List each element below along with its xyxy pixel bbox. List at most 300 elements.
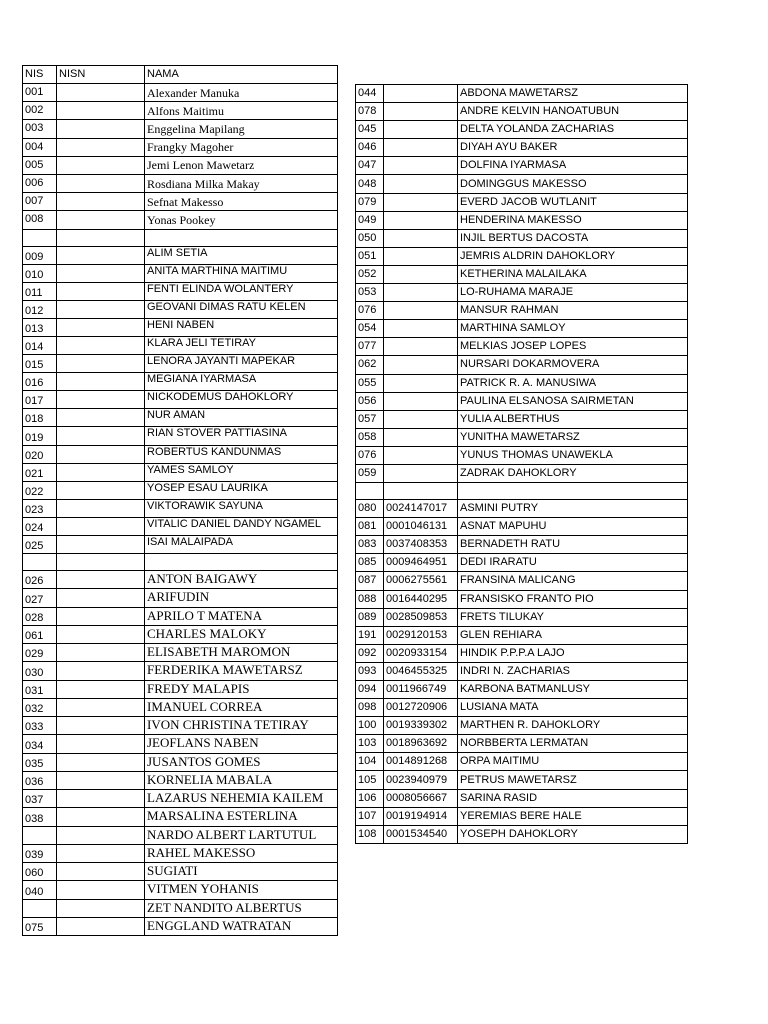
nama-cell: DIYAH AYU BAKER xyxy=(458,139,688,157)
nis-cell: 022 xyxy=(23,481,57,499)
nama-cell: PETRUS MAWETARSZ xyxy=(458,771,688,789)
table-row xyxy=(356,302,688,320)
nama-cell: NORBBERTA LERMATAN xyxy=(458,735,688,753)
nisn-cell: 0008056667 xyxy=(384,789,458,807)
nis-cell: 002 xyxy=(23,102,57,120)
nama-cell xyxy=(458,483,688,500)
table-row xyxy=(356,157,688,175)
nama-cell: YUNUS THOMAS UNAWEKLA xyxy=(458,446,688,464)
nis-cell: 010 xyxy=(23,264,57,282)
nama-cell: PAULINA ELSANOSA SAIRMETAN xyxy=(458,392,688,410)
table-row xyxy=(23,881,338,899)
nis-cell: 015 xyxy=(23,355,57,373)
nis-cell: 038 xyxy=(23,808,57,826)
table-row xyxy=(356,789,688,807)
nisn-cell xyxy=(57,517,145,535)
table-row xyxy=(23,102,338,120)
nisn-cell xyxy=(57,391,145,409)
nisn-cell xyxy=(57,735,145,753)
nis-cell: 089 xyxy=(356,608,384,626)
table-row xyxy=(23,211,338,229)
nis-cell: 013 xyxy=(23,318,57,336)
nis-cell: 046 xyxy=(356,139,384,157)
nama-cell: GEOVANI DIMAS RATU KELEN xyxy=(145,300,338,318)
nis-cell: 019 xyxy=(23,427,57,445)
table-header-row xyxy=(23,66,338,84)
table-row xyxy=(23,336,338,354)
nis-cell: 106 xyxy=(356,789,384,807)
nisn-cell xyxy=(384,374,458,392)
nisn-cell xyxy=(384,265,458,283)
nama-cell: LAZARUS NEHEMIA KAILEM xyxy=(145,790,338,808)
nisn-cell: 0023940979 xyxy=(384,771,458,789)
nisn-cell xyxy=(57,373,145,391)
nisn-cell xyxy=(384,211,458,229)
nisn-cell xyxy=(57,625,145,643)
nama-cell: RIAN STOVER PATTIASINA xyxy=(145,427,338,445)
table-row xyxy=(356,572,688,590)
nama-cell: IMANUEL CORREA xyxy=(145,698,338,716)
column-header: NAMA xyxy=(145,66,338,84)
table-row xyxy=(23,300,338,318)
table-row xyxy=(356,85,688,103)
nisn-cell: 0014891268 xyxy=(384,753,458,771)
nisn-cell xyxy=(384,356,458,374)
nisn-cell xyxy=(384,428,458,446)
nama-cell: MELKIAS JOSEP LOPES xyxy=(458,338,688,356)
student-table-right xyxy=(355,84,688,844)
table-row xyxy=(23,463,338,481)
nama-cell: LO-RUHAMA MARAJE xyxy=(458,284,688,302)
nisn-cell xyxy=(384,284,458,302)
nis-cell: 023 xyxy=(23,499,57,517)
nisn-cell xyxy=(384,229,458,247)
nisn-cell xyxy=(57,102,145,120)
table-row xyxy=(23,427,338,445)
nisn-cell xyxy=(57,336,145,354)
nama-cell: APRILO T MATENA xyxy=(145,607,338,625)
nama-cell: VITMEN YOHANIS xyxy=(145,881,338,899)
table-row xyxy=(23,373,338,391)
table-row xyxy=(23,644,338,662)
nama-cell: INDRI N. ZACHARIAS xyxy=(458,662,688,680)
nama-cell: Frangky Magoher xyxy=(145,138,338,156)
nama-cell: VITALIC DANIEL DANDY NGAMEL xyxy=(145,517,338,535)
nis-cell: 044 xyxy=(356,85,384,103)
nisn-cell xyxy=(57,717,145,735)
nama-cell: FREDY MALAPIS xyxy=(145,680,338,698)
nis-cell: 026 xyxy=(23,571,57,589)
nis-cell: 080 xyxy=(356,500,384,518)
table-row xyxy=(23,138,338,156)
nisn-cell: 0019339302 xyxy=(384,717,458,735)
nama-cell: Sefnat Makesso xyxy=(145,193,338,211)
table-row xyxy=(356,446,688,464)
nama-cell: MARTHEN R. DAHOKLORY xyxy=(458,717,688,735)
nama-cell: Alexander Manuka xyxy=(145,84,338,102)
nisn-cell xyxy=(57,481,145,499)
student-table-left xyxy=(22,65,338,936)
nis-cell: 036 xyxy=(23,771,57,789)
table-row xyxy=(23,717,338,735)
nis-cell: 007 xyxy=(23,193,57,211)
nama-cell: DEDI IRARATU xyxy=(458,554,688,572)
nama-cell: NUR AMAN xyxy=(145,409,338,427)
table-row xyxy=(23,863,338,881)
table-row xyxy=(356,771,688,789)
table-row xyxy=(23,391,338,409)
table-row xyxy=(356,193,688,211)
table-row xyxy=(356,139,688,157)
nis-cell: 048 xyxy=(356,175,384,193)
nis-cell: 076 xyxy=(356,302,384,320)
nis-cell: 058 xyxy=(356,428,384,446)
nisn-cell xyxy=(57,899,145,917)
nis-cell: 047 xyxy=(356,157,384,175)
nis-cell: 104 xyxy=(356,753,384,771)
nis-cell: 050 xyxy=(356,229,384,247)
nis-cell: 085 xyxy=(356,554,384,572)
table-row xyxy=(23,229,338,246)
nis-cell xyxy=(23,554,57,571)
nisn-cell xyxy=(57,84,145,102)
nisn-cell xyxy=(57,211,145,229)
nis-cell: 055 xyxy=(356,374,384,392)
table-row xyxy=(23,355,338,373)
table-row xyxy=(356,626,688,644)
nis-cell: 032 xyxy=(23,698,57,716)
nama-cell: ASMINI PUTRY xyxy=(458,500,688,518)
table-row xyxy=(23,84,338,102)
nisn-cell xyxy=(57,300,145,318)
table-row xyxy=(23,790,338,808)
table-row xyxy=(23,318,338,336)
nis-cell: 012 xyxy=(23,300,57,318)
nis-cell: 083 xyxy=(356,536,384,554)
nisn-cell: 0011966749 xyxy=(384,681,458,699)
nama-cell: ARIFUDIN xyxy=(145,589,338,607)
nisn-cell xyxy=(57,499,145,517)
nisn-cell xyxy=(384,103,458,121)
nama-cell: YEREMIAS BERE HALE xyxy=(458,807,688,825)
table-row xyxy=(356,175,688,193)
table-row xyxy=(23,917,338,935)
nama-cell: ORPA MAITIMU xyxy=(458,753,688,771)
nisn-cell xyxy=(57,174,145,192)
nis-cell: 087 xyxy=(356,572,384,590)
table-row xyxy=(23,753,338,771)
nis-cell: 039 xyxy=(23,844,57,862)
nama-cell: ISAI MALAIPADA xyxy=(145,536,338,554)
nisn-cell xyxy=(384,139,458,157)
nisn-cell xyxy=(384,175,458,193)
nama-cell: MARTHINA SAMLOY xyxy=(458,320,688,338)
table-row xyxy=(356,483,688,500)
nama-cell: CHARLES MALOKY xyxy=(145,625,338,643)
table-row xyxy=(356,717,688,735)
table-row xyxy=(23,409,338,427)
nisn-cell xyxy=(57,427,145,445)
nis-cell: 098 xyxy=(356,699,384,717)
nis-cell: 034 xyxy=(23,735,57,753)
table-row xyxy=(356,554,688,572)
nama-cell: KORNELIA MABALA xyxy=(145,771,338,789)
nama-cell: BERNADETH RATU xyxy=(458,536,688,554)
nama-cell: ASNAT MAPUHU xyxy=(458,518,688,536)
nis-cell: 016 xyxy=(23,373,57,391)
table-row xyxy=(356,428,688,446)
nis-cell: 031 xyxy=(23,680,57,698)
nama-cell: YOSEPH DAHOKLORY xyxy=(458,825,688,843)
nisn-cell: 0009464951 xyxy=(384,554,458,572)
table-row xyxy=(23,156,338,174)
nisn-cell: 0024147017 xyxy=(384,500,458,518)
table-row xyxy=(356,681,688,699)
table-row xyxy=(356,356,688,374)
nama-cell: FENTI ELINDA WOLANTERY xyxy=(145,282,338,300)
nis-cell: 014 xyxy=(23,336,57,354)
nisn-cell xyxy=(57,264,145,282)
table-row xyxy=(356,825,688,843)
nis-cell: 077 xyxy=(356,338,384,356)
table-row xyxy=(356,518,688,536)
nama-cell: NURSARI DOKARMOVERA xyxy=(458,356,688,374)
table-row xyxy=(23,264,338,282)
table-row xyxy=(356,103,688,121)
nama-cell: HENI NABEN xyxy=(145,318,338,336)
nisn-cell xyxy=(384,247,458,265)
nis-cell: 006 xyxy=(23,174,57,192)
nama-cell: IVON CHRISTINA TETIRAY xyxy=(145,717,338,735)
nisn-cell xyxy=(57,193,145,211)
nis-cell: 057 xyxy=(356,410,384,428)
nisn-cell xyxy=(57,554,145,571)
nis-cell: 051 xyxy=(356,247,384,265)
nisn-cell xyxy=(57,463,145,481)
table-row xyxy=(356,807,688,825)
nis-cell: 075 xyxy=(23,917,57,935)
nis-cell: 008 xyxy=(23,211,57,229)
nisn-cell: 0016440295 xyxy=(384,590,458,608)
nisn-cell xyxy=(57,138,145,156)
nis-cell: 103 xyxy=(356,735,384,753)
nama-cell: NICKODEMUS DAHOKLORY xyxy=(145,391,338,409)
nama-cell: LUSIANA MATA xyxy=(458,699,688,717)
nis-cell: 105 xyxy=(356,771,384,789)
table-row xyxy=(356,121,688,139)
nis-cell: 107 xyxy=(356,807,384,825)
nis-cell: 021 xyxy=(23,463,57,481)
table-row xyxy=(23,554,338,571)
nis-cell: 027 xyxy=(23,589,57,607)
nisn-cell xyxy=(57,680,145,698)
nisn-cell xyxy=(57,644,145,662)
nama-cell: MANSUR RAHMAN xyxy=(458,302,688,320)
table-row xyxy=(23,662,338,680)
nisn-cell: 0029120153 xyxy=(384,626,458,644)
table-row xyxy=(23,571,338,589)
nisn-cell xyxy=(57,790,145,808)
table-row xyxy=(356,265,688,283)
nis-cell: 060 xyxy=(23,863,57,881)
nama-cell: DOMINGGUS MAKESSO xyxy=(458,175,688,193)
nama-cell: SARINA RASID xyxy=(458,789,688,807)
nama-cell: KETHERINA MALAILAKA xyxy=(458,265,688,283)
nama-cell: JEOFLANS NABEN xyxy=(145,735,338,753)
table-row xyxy=(356,320,688,338)
nisn-cell: 0037408353 xyxy=(384,536,458,554)
nama-cell: FERDERIKA MAWETARSZ xyxy=(145,662,338,680)
nisn-cell xyxy=(57,246,145,264)
table-row xyxy=(23,499,338,517)
nama-cell: PATRICK R. A. MANUSIWA xyxy=(458,374,688,392)
table-row xyxy=(23,680,338,698)
nis-cell: 061 xyxy=(23,625,57,643)
table-row xyxy=(356,753,688,771)
nis-cell: 049 xyxy=(356,211,384,229)
table-row xyxy=(356,590,688,608)
table-row xyxy=(356,374,688,392)
nisn-cell xyxy=(384,338,458,356)
nis-cell xyxy=(23,229,57,246)
table-row xyxy=(23,445,338,463)
table-row xyxy=(23,808,338,826)
nis-cell: 040 xyxy=(23,881,57,899)
nama-cell: INJIL BERTUS DACOSTA xyxy=(458,229,688,247)
nisn-cell xyxy=(57,282,145,300)
nis-cell: 009 xyxy=(23,246,57,264)
nis-cell: 078 xyxy=(356,103,384,121)
table-row xyxy=(23,589,338,607)
nis-cell: 108 xyxy=(356,825,384,843)
table-row xyxy=(23,698,338,716)
table-row xyxy=(23,282,338,300)
nis-cell xyxy=(356,483,384,500)
table-row xyxy=(356,699,688,717)
nama-cell: JEMRIS ALDRIN DAHOKLORY xyxy=(458,247,688,265)
nama-cell: ENGGLAND WATRATAN xyxy=(145,917,338,935)
nis-cell: 053 xyxy=(356,284,384,302)
table-row xyxy=(356,338,688,356)
nama-cell: SUGIATI xyxy=(145,863,338,881)
table-row xyxy=(356,410,688,428)
nama-cell: ANITA MARTHINA MAITIMU xyxy=(145,264,338,282)
table-row xyxy=(23,481,338,499)
nis-cell: 035 xyxy=(23,753,57,771)
table-row xyxy=(23,899,338,917)
table-row xyxy=(23,517,338,535)
nama-cell: KARBONA BATMANLUSY xyxy=(458,681,688,699)
nis-cell: 045 xyxy=(356,121,384,139)
nama-cell: ROBERTUS KANDUNMAS xyxy=(145,445,338,463)
table-row xyxy=(23,826,338,844)
nama-cell: YULIA ALBERTHUS xyxy=(458,410,688,428)
table-row xyxy=(23,735,338,753)
nama-cell: ZADRAK DAHOKLORY xyxy=(458,464,688,482)
nis-cell: 092 xyxy=(356,644,384,662)
nama-cell: MEGIANA IYARMASA xyxy=(145,373,338,391)
nama-cell: Yonas Pookey xyxy=(145,211,338,229)
nis-cell: 018 xyxy=(23,409,57,427)
nis-cell: 191 xyxy=(356,626,384,644)
nisn-cell: 0001534540 xyxy=(384,825,458,843)
nama-cell: HINDIK P.P.P.A LAJO xyxy=(458,644,688,662)
nisn-cell xyxy=(57,826,145,844)
nisn-cell xyxy=(57,698,145,716)
column-header: NISN xyxy=(57,66,145,84)
table-row xyxy=(356,536,688,554)
nisn-cell xyxy=(57,607,145,625)
nis-cell: 076 xyxy=(356,446,384,464)
nisn-cell: 0020933154 xyxy=(384,644,458,662)
nama-cell: FRANSINA MALICANG xyxy=(458,572,688,590)
nama-cell: JUSANTOS GOMES xyxy=(145,753,338,771)
column-header: NIS xyxy=(23,66,57,84)
nisn-cell xyxy=(384,410,458,428)
nisn-cell: 0006275561 xyxy=(384,572,458,590)
nisn-cell: 0046455325 xyxy=(384,662,458,680)
nis-cell: 028 xyxy=(23,607,57,625)
nama-cell: MARSALINA ESTERLINA xyxy=(145,808,338,826)
table-row xyxy=(356,229,688,247)
table-row xyxy=(23,246,338,264)
nama-cell: FRETS TILUKAY xyxy=(458,608,688,626)
nis-cell: 033 xyxy=(23,717,57,735)
nis-cell: 037 xyxy=(23,790,57,808)
nis-cell: 079 xyxy=(356,193,384,211)
table-row xyxy=(356,211,688,229)
nis-cell: 093 xyxy=(356,662,384,680)
table-row xyxy=(356,662,688,680)
nama-cell: YAMES SAMLOY xyxy=(145,463,338,481)
nis-cell: 081 xyxy=(356,518,384,536)
nama-cell: Enggelina Mapilang xyxy=(145,120,338,138)
nama-cell: EVERD JACOB WUTLANIT xyxy=(458,193,688,211)
nis-cell: 004 xyxy=(23,138,57,156)
nisn-cell xyxy=(384,85,458,103)
nis-cell: 024 xyxy=(23,517,57,535)
table-row xyxy=(356,608,688,626)
nama-cell: NARDO ALBERT LARTUTUL xyxy=(145,826,338,844)
nis-cell: 020 xyxy=(23,445,57,463)
table-row xyxy=(23,120,338,138)
nis-cell: 054 xyxy=(356,320,384,338)
table-row xyxy=(356,735,688,753)
nisn-cell xyxy=(384,446,458,464)
table-row xyxy=(356,500,688,518)
nama-cell: ALIM SETIA xyxy=(145,246,338,264)
nisn-cell xyxy=(384,157,458,175)
nis-cell: 056 xyxy=(356,392,384,410)
nama-cell: VIKTORAWIK SAYUNA xyxy=(145,499,338,517)
nisn-cell xyxy=(384,121,458,139)
nis-cell: 062 xyxy=(356,356,384,374)
nama-cell: Jemi Lenon Mawetarz xyxy=(145,156,338,174)
table-row xyxy=(356,247,688,265)
nis-cell: 094 xyxy=(356,681,384,699)
table-row xyxy=(356,464,688,482)
nisn-cell xyxy=(57,844,145,862)
nisn-cell xyxy=(384,464,458,482)
nisn-cell xyxy=(57,120,145,138)
nis-cell: 052 xyxy=(356,265,384,283)
nisn-cell xyxy=(57,156,145,174)
nisn-cell: 0019194914 xyxy=(384,807,458,825)
nama-cell xyxy=(145,229,338,246)
nisn-cell xyxy=(57,318,145,336)
table-row xyxy=(23,607,338,625)
nisn-cell xyxy=(57,571,145,589)
